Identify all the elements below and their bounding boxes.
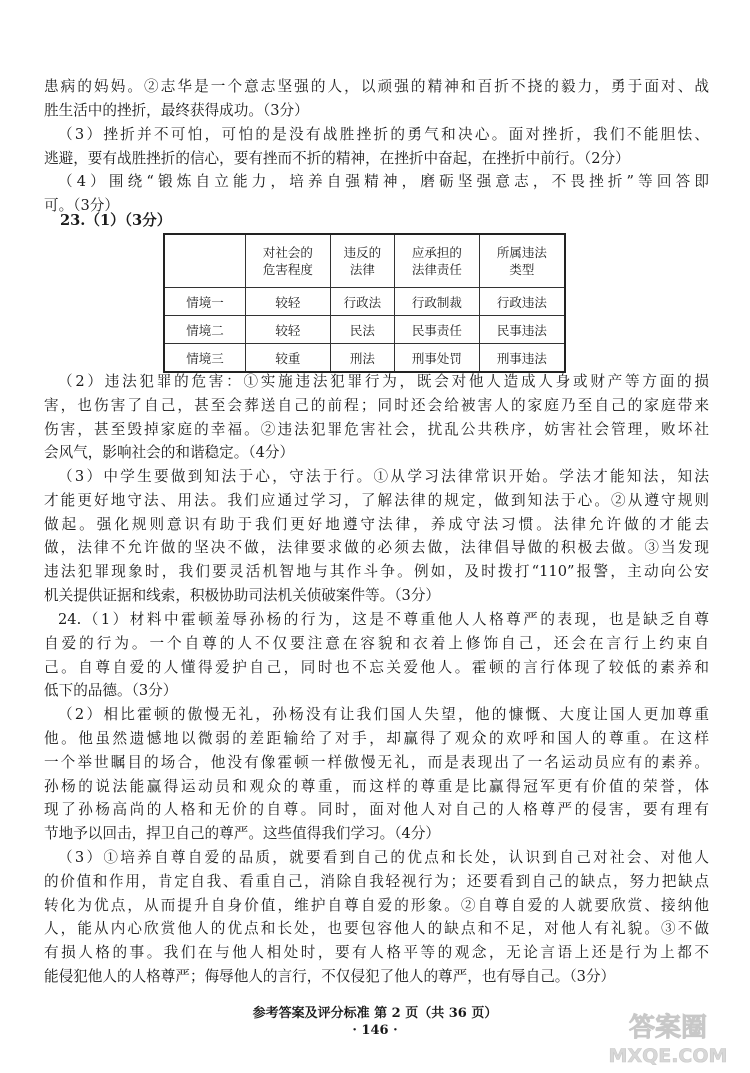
text-line: 患病的妈妈。②志华是一个意志坚强的人，以顽强的精神和百折不挠的毅力，勇于面对、战 [44, 78, 709, 95]
table-row [164, 316, 565, 344]
table-header-row [164, 234, 565, 288]
text-line: 现了孙杨高尚的人格和无价的自尊。同时，面对他人对自己的人格尊严的侵害，要有理有 [44, 801, 709, 818]
table-header-cell: 对社会的 危害程度 [246, 234, 331, 288]
text-line: 才能更好地守法、用法。我们应通过学习，了解法律的规定，做到知法于心。②从遵守规则 [44, 492, 709, 509]
table-header-cell: 应承担的 法律责任 [394, 234, 479, 288]
text-line: 低下的品德。（3分） [44, 682, 178, 699]
text-line: 24.（1）材料中霍顿羞辱孙杨的行为，这是不尊重他人人格尊严的表现，也是缺乏自尊 [58, 611, 709, 628]
text-line: 一个举世瞩目的场合，他没有像霍顿一样傲慢无礼，而是表现出了一名运动员应有的素养。 [44, 754, 709, 771]
text-line: 的价值和作用，肯定自我、看重自己，消除自我轻视行为；还要看到自己的缺点，努力把缺点 [44, 873, 709, 890]
table-cell: 民法 [330, 316, 394, 344]
table-cell: 情境二 [164, 316, 246, 344]
text-line: 逃避，要有战胜挫折的信心，要有挫而不折的精神，在挫折中奋起，在挫折中前行。（2分） [44, 150, 630, 167]
text-line: 机关提供证据和线索，积极协助司法机关侦破案件等。（3分） [44, 587, 441, 604]
table-row [164, 344, 565, 373]
page-number: · 146 · [352, 1023, 398, 1038]
page-footer-title: 参考答案及评分标准 第 2 页（共 36 页） [252, 1006, 498, 1021]
table-header-cell [164, 234, 246, 288]
text-line: 会风气，影响社会的和谐稳定。（4分） [44, 444, 295, 461]
table-header-cell: 违反的 法律 [330, 234, 394, 288]
text-line: （2）违法犯罪的危害：①实施违法犯罪行为，既会对他人造成人身或财产等方面的损 [58, 373, 709, 390]
legal-responsibility-table [163, 233, 566, 373]
table-cell: 较轻 [246, 316, 331, 344]
text-line: （3）挫折并不可怕，可怕的是没有战胜挫折的勇气和决心。面对挫折，我们不能胆怯、 [58, 126, 709, 143]
table-cell: 情境一 [164, 288, 246, 316]
text-line: 有损人格的事。我们在与他人相处时，要有人格平等的观念，无论言语上还是行为上都不 [44, 944, 709, 961]
text-line: 孙杨的说法能赢得运动员和观众的尊重，而这样的尊重是比赢得冠军更有价值的荣誉，体 [44, 778, 709, 795]
text-line: 人，能从内心欣赏他人的优点和长处，也要包容他人的缺点和不足，对他人有礼貌。③不做 [44, 920, 709, 937]
text-line: 害，也伤害了自己，甚至会葬送自己的前程；同时还会给被害人的家庭乃至自己的家庭带来 [44, 397, 709, 414]
question-23-heading: 23.（1）（3分） [60, 212, 172, 229]
text-line: 自爱的行为。一个自尊的人不仅要注意在容貌和衣着上修饰自己，还会在言行上约束自 [44, 635, 709, 652]
table-cell: 行政制裁 [394, 288, 479, 316]
text-line: 做起。强化规则意识有助于我们更好地遵守法律，养成守法习惯。法律允许做的才能去 [44, 516, 709, 533]
table-cell: 刑事处罚 [394, 344, 479, 373]
text-line: （4）围绕“锻炼自立能力，培养自强精神，磨砺坚强意志，不畏挫折”等回答即 [58, 173, 709, 190]
watermark-logo [598, 1006, 738, 1068]
table-cell: 行政法 [330, 288, 394, 316]
text-line: 可。（3分） [44, 197, 119, 214]
table-cell: 刑事违法 [479, 344, 565, 373]
table-cell: 行政违法 [479, 288, 565, 316]
table-cell: 较重 [246, 344, 331, 373]
text-line: 胜生活中的挫折，最终获得成功。（3分） [44, 102, 309, 119]
text-line: （3）中学生要做到知法于心，守法于行。①从学习法律常识开始。学法才能知法，知法 [58, 468, 709, 485]
table-cell: 较轻 [246, 288, 331, 316]
table-header-cell: 所属违法 类型 [479, 234, 565, 288]
text-line: 能侵犯他人的人格尊严；侮辱他人的言行，不仅侵犯了他人的尊严，也有辱自己。（3分） [44, 968, 616, 985]
table-cell: 情境三 [164, 344, 246, 373]
table-row [164, 288, 565, 316]
text-line: 节地予以回击，捍卫自己的尊严。这些值得我们学习。（4分） [44, 825, 441, 842]
text-line: 转化为优点，从而提升自身价值，维护自尊自爱的形象。②自尊自爱的人就要欣赏、接纳他 [44, 897, 709, 914]
text-line: 做，法律不允许做的坚决不做，法律要求做的必须去做，法律倡导做的积极去做。③当发现 [44, 539, 709, 556]
watermark-text-bottom: MXQE.COM [608, 1045, 728, 1067]
table-cell: 民事违法 [479, 316, 565, 344]
text-line: 他。他虽然遗憾地以微弱的差距输给了对手，却赢得了观众的欢呼和国人的尊重。在这样 [44, 730, 709, 747]
text-line: 伤害，甚至毁掉家庭的幸福。②违法犯罪危害社会，扰乱公共秩序，妨害社会管理，败坏社 [44, 421, 709, 438]
watermark-text-top: 答案圈 [628, 1013, 708, 1043]
text-line: （2）相比霍顿的傲慢无礼，孙杨没有让我们国人失望，他的慷慨、大度让国人更加尊重 [58, 706, 709, 723]
table-cell: 民事责任 [394, 316, 479, 344]
table-cell: 刑法 [330, 344, 394, 373]
text-line: 己。自尊自爱的人懂得爱护自己，同时也不忘关爱他人。霍顿的言行体现了较低的素养和 [44, 659, 709, 676]
text-line: 违法犯罪现象时，我们要灵活机智地与其作斗争。例如，及时拨打“110”报警，主动向公安 [44, 563, 709, 580]
text-line: （3）①培养自尊自爱的品质，就要看到自己的优点和长处，认识到自己对社会、对他人 [58, 849, 709, 866]
